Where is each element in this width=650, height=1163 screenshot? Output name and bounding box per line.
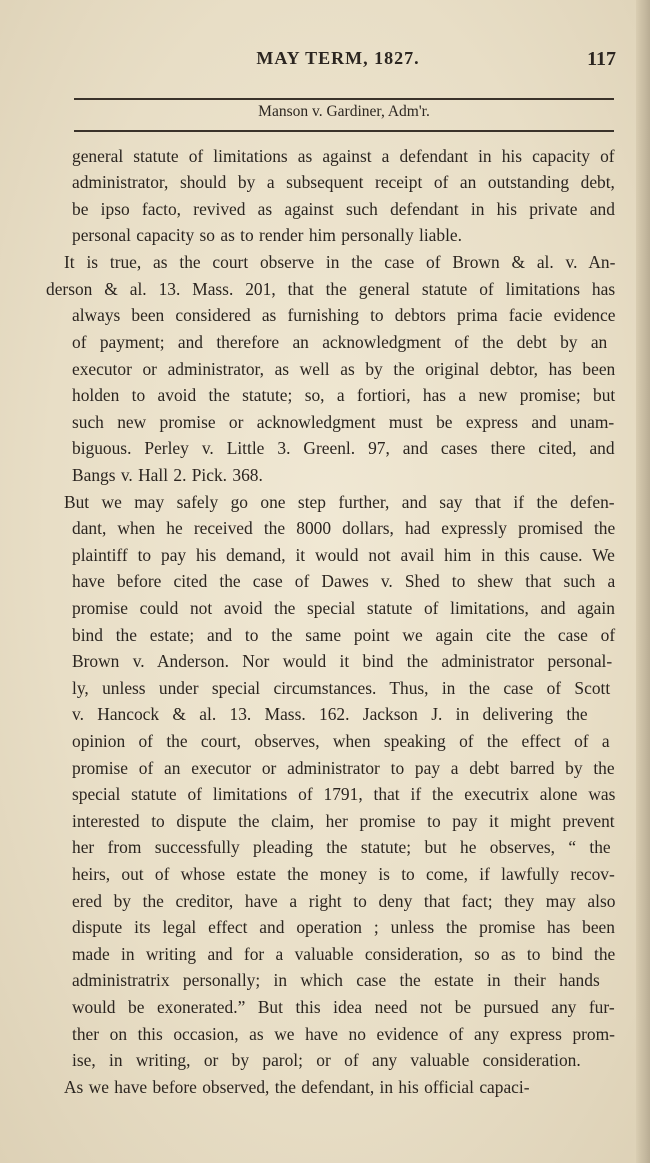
text-line: opinion of the court, observes, when speaking of the effect of a	[72, 731, 610, 751]
header-rule-bottom	[74, 130, 614, 132]
text-line: holden to avoid the statute; so, a fortiori, has a new promise; but	[72, 385, 616, 405]
text-line: plaintiff to pay his demand, it would not avail him in this cause. We	[72, 545, 615, 565]
text-line: But we may safely go one step further, and say that if the defen-	[64, 492, 615, 512]
text-line: administratrix personally; in which case the estate in their hands	[72, 970, 600, 990]
text-line: Bangs v. Hall 2. Pick. 368.	[72, 465, 263, 485]
text-line: general statute of limitations as against a defendant in his capacity of	[72, 146, 615, 166]
case-caption: Manson v. Gardiner, Adm'r.	[258, 103, 430, 120]
text-line: promise of an executor or administrator to pay a debt barred by the	[72, 758, 615, 778]
text-line: always been considered as furnishing to debtors prima facie evidence	[72, 305, 616, 325]
text-line: of payment; and therefore an acknowledgment of the debt by an	[72, 332, 608, 352]
text-line: executor or administrator, as well as by the original debtor, has been	[72, 359, 616, 379]
text-line: heirs, out of whose estate the money is to come, if lawfully recov-	[72, 864, 615, 884]
text-line: biguous. Perley v. Little 3. Greenl. 97, and cases there cited, and	[72, 438, 615, 458]
header-rule-top	[74, 98, 614, 100]
text-line: personal capacity so as to render him personally liable.	[72, 225, 462, 245]
text-line: have before cited the case of Dawes v. Shed to shew that such a	[72, 571, 616, 591]
text-line: would be exonerated.” But this idea need not be pursued any fur-	[72, 997, 615, 1017]
text-line: As we have before observed, the defendant, in his official capaci-	[64, 1077, 530, 1097]
text-line: administrator, should by a subsequent receipt of an outstanding debt,	[72, 172, 615, 192]
text-line: such new promise or acknowledgment must be express and unam-	[72, 412, 615, 432]
running-head: MAY TERM, 1827.	[256, 48, 420, 68]
text-line: bind the estate; and to the same point we again cite the case of	[72, 625, 616, 645]
text-line: Brown v. Anderson. Nor would it bind the administrator personal-	[72, 651, 613, 671]
text-line: made in writing and for a valuable consideration, so as to bind the	[72, 944, 616, 964]
page-header	[60, 48, 616, 74]
text-line: be ipso facto, revived as against such defendant in his private and	[72, 199, 615, 219]
text-line: It is true, as the court observe in the case of Brown & al. v. An-	[64, 252, 616, 272]
text-line: derson & al. 13. Mass. 201, that the general statute of limitations has	[46, 279, 616, 299]
text-line: ther on this occasion, as we have no evidence of any express prom-	[72, 1024, 615, 1044]
page-edge	[636, 0, 650, 1163]
text-line: dispute its legal effect and operation ; unless the promise has been	[72, 917, 615, 937]
text-line: ise, in writing, or by parol; or of any valuable consideration.	[72, 1050, 581, 1070]
text-line: ly, unless under special circumstances. Thus, in the case of Scott	[72, 678, 611, 698]
text-line: interested to dispute the claim, her promise to pay it might prevent	[72, 811, 615, 831]
text-line: dant, when he received the 8000 dollars, had expressly promised the	[72, 518, 616, 538]
text-line: v. Hancock & al. 13. Mass. 162. Jackson J. in delivering the	[72, 704, 588, 724]
text-line: special statute of limitations of 1791, that if the executrix alone was	[72, 784, 616, 804]
text-line: promise could not avoid the special statute of limitations, and again	[72, 598, 615, 618]
text-line: her from successfully pleading the statute; but he observes, “ the	[72, 837, 611, 857]
text-line: ered by the creditor, have a right to deny that fact; they may also	[72, 891, 616, 911]
page-number: 117	[587, 48, 616, 70]
